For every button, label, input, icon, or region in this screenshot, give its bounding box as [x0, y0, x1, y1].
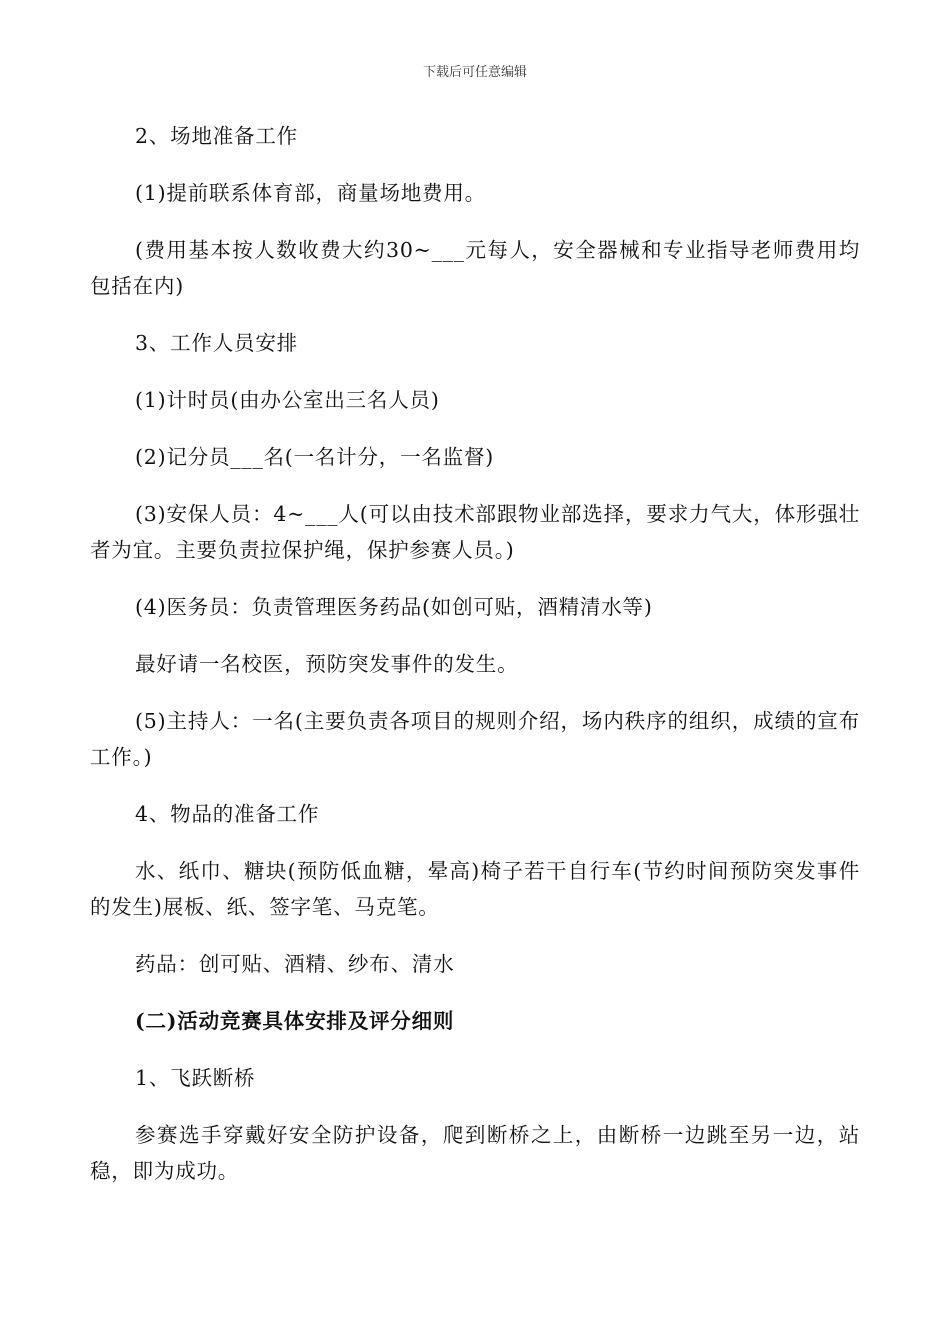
paragraph: (5)主持人：一名(主要负责各项目的规则介绍，场内秩序的组织，成绩的宣布工作。)	[90, 709, 860, 769]
document-body	[90, 118, 860, 1210]
paragraph: (费用基本按人数收费大约30~___元每人，安全器械和专业指导老师费用均包括在内)	[90, 238, 860, 298]
paragraph: 参赛选手穿戴好安全防护设备，爬到断桥之上，由断桥一边跳至另一边，站稳，即为成功。	[90, 1123, 860, 1183]
paragraph: 最好请一名校医，预防突发事件的发生。	[135, 652, 519, 676]
paragraph: 药品：创可贴、酒精、纱布、清水	[135, 952, 455, 976]
paragraph: (2)记分员___名(一名计分，一名监督)	[135, 445, 495, 469]
section-heading-supplies: 4、物品的准备工作	[135, 802, 320, 826]
paragraph: (4)医务员：负责管理医务药品(如创可贴，酒精清水等)	[135, 595, 653, 619]
paragraph: (1)计时员(由办公室出三名人员)	[135, 388, 440, 412]
paragraph: (3)安保人员：4~___人(可以由技术部跟物业部选择，要求力气大，体形强壮者为宜。主要负责拉保护绳，保护参赛人员。)	[90, 502, 860, 562]
page-header-note: 下载后可任意编辑	[422, 65, 527, 80]
section-heading-competition: (二)活动竞赛具体安排及评分细则	[135, 1009, 455, 1033]
paragraph: (1)提前联系体育部，商量场地费用。	[135, 181, 486, 205]
section-heading-staff: 3、工作人员安排	[135, 331, 298, 355]
paragraph: 水、纸巾、糖块(预防低血糖，晕高)椅子若干自行车(节约时间预防突发事件的发生)展板、纸、签字笔、马克笔。	[90, 859, 860, 919]
section-heading-venue: 2、场地准备工作	[135, 124, 298, 148]
section-heading-bridge: 1、飞跃断桥	[135, 1066, 256, 1090]
